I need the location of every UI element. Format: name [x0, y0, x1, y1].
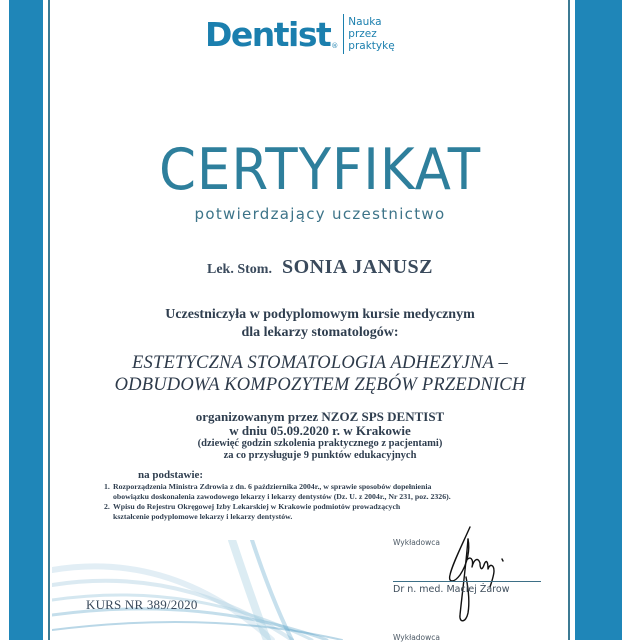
- item-number: 2.: [104, 502, 110, 511]
- dentist-logo: [205, 12, 395, 56]
- item-text: Wpisu do Rejestru Okręgowej Izby Lekarskiej w Krakowie podmiotów prowadzących: [113, 502, 401, 511]
- intro-line: Uczestniczyła w podyplomowym kursie medycznym: [165, 307, 475, 322]
- organizer-line: organizowanym przez NZOZ SPS DENTIST: [195, 409, 445, 424]
- logo-wordmark: Dentist: [205, 14, 331, 54]
- signature-line: [393, 581, 541, 582]
- recipient: [0, 256, 640, 279]
- date-line: w dniu 05.09.2020 r. w Krakowie: [229, 423, 411, 438]
- intro-line: dla lekarzy stomatologów:: [241, 325, 399, 340]
- item-number: 1.: [104, 482, 110, 491]
- item-text-continued: obowiązku doskonalenia zawodowego lekarzy i lekarzy dentystów (Dz. U. z 2004r., Nr 231, poz. 2326).: [113, 492, 451, 501]
- decorative-swoosh: [52, 540, 382, 640]
- item-text-continued: kształcenie podyplomowe lekarzy i lekarzy dentystów.: [113, 512, 293, 521]
- points-line: za co przysługuje 9 punktów edukacyjnych: [223, 450, 417, 461]
- course-title-line: ODBUDOWA KOMPOZYTEM ZĘBÓW PRZEDNICH: [114, 375, 526, 395]
- tagline-line: przez: [348, 28, 377, 40]
- legal-basis-item: [104, 482, 564, 492]
- certificate-subtitle: potwierdzający uczestnictwo: [194, 205, 446, 223]
- lecturer-label: Wykładowca: [393, 538, 440, 547]
- legal-basis-list: [104, 482, 564, 522]
- tagline-line: Nauka: [348, 16, 382, 28]
- course-number: KURS NR 389/2020: [86, 597, 198, 612]
- logo-tagline: [348, 16, 394, 52]
- legal-basis-item: [104, 502, 564, 512]
- legal-basis-heading: na podstawie:: [138, 469, 204, 481]
- recipient-name: SONIA JANUSZ: [281, 256, 433, 278]
- course-title: [0, 352, 640, 396]
- tagline-line: praktykę: [348, 40, 395, 52]
- recipient-prefix: Lek. Stom.: [207, 262, 272, 277]
- logo-divider: [343, 14, 344, 54]
- organizer-details: [0, 410, 640, 462]
- registered-mark: ®: [331, 42, 339, 50]
- hours-line: (dziewięć godzin szkolenia praktycznego z pacjentami): [197, 438, 443, 449]
- signature-image: [440, 525, 530, 625]
- lecturer-label-second: Wykładowca: [393, 633, 440, 642]
- participation-intro: [0, 306, 640, 342]
- course-title-line: ESTETYCZNA STOMATOLOGIA ADHEZYJNA –: [132, 353, 508, 373]
- lecturer-name: Dr n. med. Maciej Żarow: [393, 584, 510, 595]
- certificate-title: CERTYFIKAT: [158, 137, 482, 203]
- item-text: Rozporządzenia Ministra Zdrowia z dn. 6 października 2004r., w sprawie sposobów dopełnienia: [113, 482, 432, 491]
